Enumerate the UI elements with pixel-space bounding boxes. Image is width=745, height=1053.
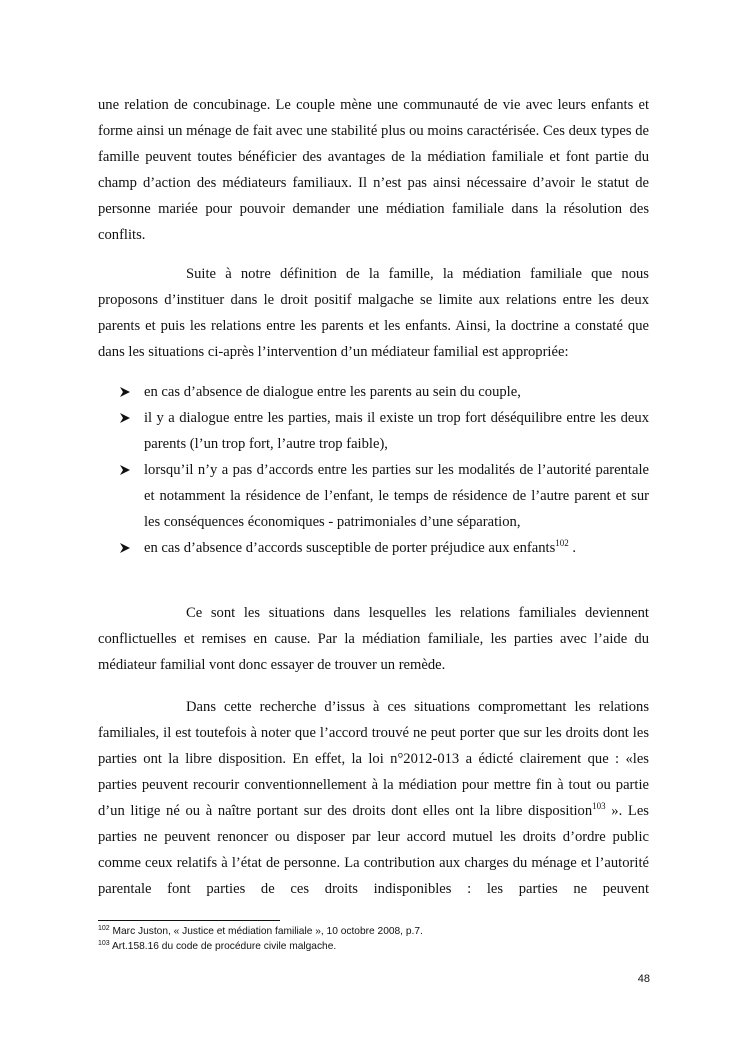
footnote-ref-102[interactable]: 102 <box>555 538 569 548</box>
paragraph-situations: Ce sont les situations dans lesquelles les relations familiales deviennent conflictuelles et remises en cause. Par la médiation familiale, les parties avec l’aide du médiateur familial vont donc essayer de trouver un remède. <box>98 605 649 673</box>
footnotes <box>98 924 658 954</box>
arrow-bullet-icon <box>120 535 134 561</box>
list-item: en cas d’absence de dialogue entre les parents au sein du couple, <box>98 379 649 405</box>
footnote-separator <box>98 920 280 921</box>
arrow-bullet-icon <box>120 405 134 431</box>
page-number: 48 <box>637 973 650 985</box>
paragraph-definition: Suite à notre définition de la famille, la médiation familiale que nous proposons d’instituer dans le droit positif malgache se limite aux relations entre les deux parents et puis les relations entre les parents et les enfants. Ainsi, la doctrine a constaté que dans les situations ci-après l’intervention d’un médiateur familial est appropriée: <box>98 266 649 360</box>
footnote-ref-103[interactable]: 103 <box>592 801 606 811</box>
footnote-103: $^{103}$ Art.158.16 du code de procédure civile malgache. <box>98 940 337 952</box>
paragraph-accord: Dans cette recherche d’issus à ces situations compromettant les relations familiales, il est toutefois à noter que l’accord trouvé ne peut porter que sur les droits dont les parties ont la libre disposition. En effet, la loi n°2012-013 a édicté clairement que : «les parties peuvent recourir conventionnellement à la médiation pour mettre fin à tout ou partie d’un litige né ou à naître portant sur des droits dont elles ont la libre disposition$^{103}$ ». Les parties ne peuvent renoncer ou disposer par leur accord mutuel les droits d’ordre public comme ceux relatifs à l’état de personne. La contribution aux charges du ménage et l’autorité parentale font parties de ces droits indisponibles : les parties ne peuvent <box>98 699 649 897</box>
list-item: il y a dialogue entre les parties, mais il existe un trop fort déséquilibre entre les deux parents (l’un trop fort, l’autre trop faible), <box>98 405 649 457</box>
footnote-102: $^{102}$ Marc Juston, « Justice et médiation familiale », 10 octobre 2008, p.7. <box>98 925 423 937</box>
list-item: lorsqu’il n’y a pas d’accords entre les parties sur les modalités de l’autorité parentale et notamment la résidence de l’enfant, le temps de résidence de l’autre parent et sur les conséquences économiques - patrimoniales d’une séparation, <box>98 457 649 535</box>
paragraph-concubinage: une relation de concubinage. Le couple mène une communauté de vie avec leurs enfants et forme ainsi un ménage de fait avec une stabilité plus ou moins caractérisée. Ces deux types de famille peuvent toutes bénéficier des avantages de la médiation familiale et font partie du champ d’action des médiateurs familiaux. Il n’est pas ainsi nécessaire d’avoir le statut de personne mariée pour pouvoir demander une médiation familiale dans la résolution des conflits. <box>98 97 649 243</box>
arrow-bullet-icon <box>120 457 134 483</box>
list-item: en cas d’absence d’accords susceptible de porter préjudice aux enfants$^{102}$ . <box>98 535 649 561</box>
bullet-list <box>98 379 649 561</box>
arrow-bullet-icon <box>120 379 134 405</box>
